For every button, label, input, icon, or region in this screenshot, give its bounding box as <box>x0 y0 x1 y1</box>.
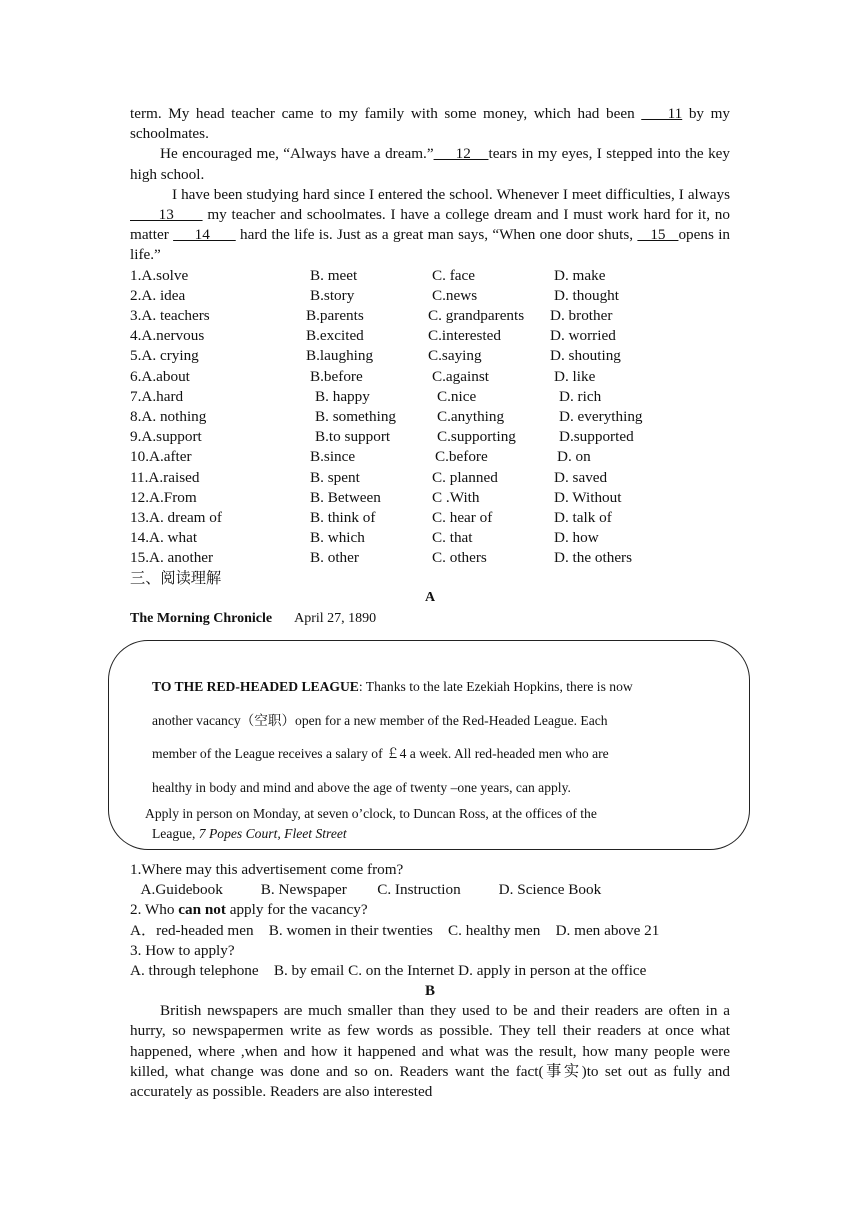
option-b: B. spent <box>310 468 360 486</box>
option-row <box>130 326 730 346</box>
option-a: 10.A.after <box>130 448 192 466</box>
option-b: B.since <box>310 448 356 466</box>
question-text: apply for the vacancy? <box>225 901 368 919</box>
option-row <box>130 346 730 366</box>
option-b: B.excited <box>306 327 364 345</box>
option-a: 2.A. idea <box>130 286 186 304</box>
option-a: 8.A. nothing <box>130 407 207 425</box>
option-b: B. meet <box>310 266 358 284</box>
advertisement-text <box>145 670 712 844</box>
blank-11: 11 <box>641 105 683 122</box>
option-a: 13.A. dream of <box>130 508 222 526</box>
option-a: 9.A.support <box>130 428 202 446</box>
option-b: B. think of <box>310 508 376 526</box>
option-d: D. make <box>554 266 606 284</box>
option-a: 14.A. what <box>130 529 198 547</box>
question-2 <box>130 900 730 920</box>
option-c: C.saying <box>428 347 482 365</box>
option-c: C. face <box>432 266 476 284</box>
option-b: B.to support <box>315 428 391 446</box>
option-b: B.parents <box>306 307 364 324</box>
option-c: C.supporting <box>437 428 516 446</box>
section-title: 三、阅读理解 <box>130 569 222 588</box>
part-b-label: B <box>424 983 435 1000</box>
option-b: B. Between <box>310 488 381 506</box>
option-d: D. shouting <box>550 347 621 365</box>
option-d: D. how <box>554 529 599 547</box>
option-d: D. on <box>557 448 591 466</box>
option-a: 1.A.solve <box>130 266 189 284</box>
passage-text: He encouraged me, “Always have a dream.” <box>160 145 434 163</box>
part-a-label: A <box>424 590 436 606</box>
option-row <box>130 306 730 326</box>
passage-text: opens in life.” <box>130 226 731 264</box>
question-3-options: A. through telephone B. by email C. on the Internet D. apply in person at the office <box>130 962 647 980</box>
option-d: D. talk of <box>554 508 612 526</box>
option-a: 15.A. another <box>130 549 214 567</box>
option-row <box>130 286 730 306</box>
passage-text: term. My head teacher came to my family with some money, which had been <box>130 105 642 122</box>
option-b: B. other <box>310 549 359 567</box>
option-c: C.news <box>432 286 478 304</box>
blank-12: 12 <box>433 145 489 163</box>
option-row <box>130 488 730 508</box>
question-text: 2. Who <box>130 901 179 919</box>
part-b-paragraph: British newspapers are much smaller than they used to be and their readers are often in a hurry, so newspapermen write as few words as possible. They tell their readers at once what happened, where ,when and how it happened and what was the result, how many people were killed, what change was done and so on. Readers want the fact(事实)to set out as fully and accurately as possible. Readers are also interested <box>130 1002 730 1101</box>
ad-heading: TO THE RED-HEADED LEAGUE <box>152 679 359 694</box>
option-row <box>130 468 730 488</box>
passage-paragraph-1 <box>130 104 730 144</box>
option-d: D. everything <box>559 407 643 425</box>
option-b: B. something <box>315 407 397 425</box>
question-2-options: A．red-headed men B. women in their twenties C. healthy men D. men above 21 <box>130 921 660 939</box>
option-d: D. rich <box>559 387 602 405</box>
option-row <box>130 407 730 427</box>
cloze-passage <box>130 104 730 630</box>
option-row <box>130 508 730 528</box>
passage-paragraph-3 <box>130 185 730 266</box>
option-c: C. others <box>432 549 487 567</box>
question-emphasis: can not <box>178 901 226 919</box>
option-d: D.supported <box>559 428 634 446</box>
ad-line: : Thanks to the late Ezekiah Hopkins, there is now <box>358 679 633 694</box>
ad-line: healthy in body and mind and above the age of twenty –one years, can apply. <box>152 779 571 795</box>
passage-text: my teacher and schoolmates. I have a college dream and I must work hard for it, no matter <box>130 206 730 244</box>
blank-14: 14 <box>173 226 236 244</box>
option-d: D. brother <box>550 307 613 324</box>
option-a: 3.A. teachers <box>130 307 210 324</box>
option-d: D. like <box>554 367 596 385</box>
option-a: 4.A.nervous <box>130 327 205 345</box>
option-row <box>130 387 730 407</box>
option-b: B. happy <box>315 387 370 405</box>
ad-text: League, <box>152 826 199 841</box>
question-3: 3. How to apply? <box>130 941 235 959</box>
newspaper-date: April 27, 1890 <box>294 611 377 627</box>
ad-line: another vacancy（空职）open for a new member of the Red-Headed League. Each <box>152 712 608 728</box>
option-c: C.interested <box>428 327 501 345</box>
newspaper-name: The Morning Chronicle <box>130 611 273 627</box>
ad-address: 7 Popes Court, Fleet Street <box>198 826 347 841</box>
option-c: C. planned <box>432 468 498 486</box>
option-a: 12.A.From <box>130 488 197 506</box>
option-row <box>130 266 730 286</box>
option-c: C.anything <box>437 407 505 425</box>
option-c: C. grandparents <box>428 307 525 324</box>
option-b: B. which <box>310 529 365 547</box>
ad-line: Apply in person on Monday, at seven o’clock, to Duncan Ross, at the offices of the <box>145 806 597 821</box>
option-a: 5.A. crying <box>130 347 199 365</box>
option-d: D. the others <box>554 549 633 567</box>
option-row <box>130 447 730 467</box>
options-table <box>130 266 730 569</box>
option-row <box>130 528 730 548</box>
newspaper-masthead <box>130 608 730 630</box>
option-d: D. thought <box>554 286 619 304</box>
option-b: B.laughing <box>306 347 374 365</box>
option-c: C. hear of <box>432 508 493 526</box>
ad-line <box>152 824 712 844</box>
reading-questions <box>130 860 730 1102</box>
option-row <box>130 427 730 447</box>
option-a: 7.A.hard <box>130 387 184 405</box>
ad-line: member of the League receives a salary of ￡4 a week. All red-headed men who are <box>152 746 609 761</box>
passage-text: tears in my eyes, I stepped into the key high school. <box>130 145 731 183</box>
passage-text: by my schoolmates. <box>130 105 730 143</box>
option-row <box>130 548 730 568</box>
option-b: B.story <box>310 286 355 304</box>
question-1-options: A.Guidebook B. Newspaper C. Instruction D. Science Book <box>130 881 602 899</box>
option-row <box>130 367 730 387</box>
option-c: C.before <box>435 448 488 466</box>
option-c: C.nice <box>437 387 477 405</box>
blank-15: 15 <box>637 226 679 244</box>
option-a: 11.A.raised <box>130 468 200 486</box>
option-b: B.before <box>310 367 363 385</box>
option-d: D. saved <box>554 468 608 486</box>
option-c: C .With <box>432 488 480 506</box>
option-c: C.against <box>432 367 489 385</box>
option-c: C. that <box>432 529 473 547</box>
question-1: 1.Where may this advertisement come from? <box>130 861 404 878</box>
passage-text: hard the life is. Just as a great man says, “When one door shuts, <box>235 226 638 244</box>
option-d: D. worried <box>550 327 616 345</box>
option-d: D. Without <box>554 488 622 506</box>
passage-text: I have been studying hard since I entered the school. Whenever I meet difficulties, I always <box>172 185 730 203</box>
option-a: 6.A.about <box>130 367 190 385</box>
passage-paragraph-2 <box>130 144 730 184</box>
blank-13: 13 <box>130 206 203 224</box>
